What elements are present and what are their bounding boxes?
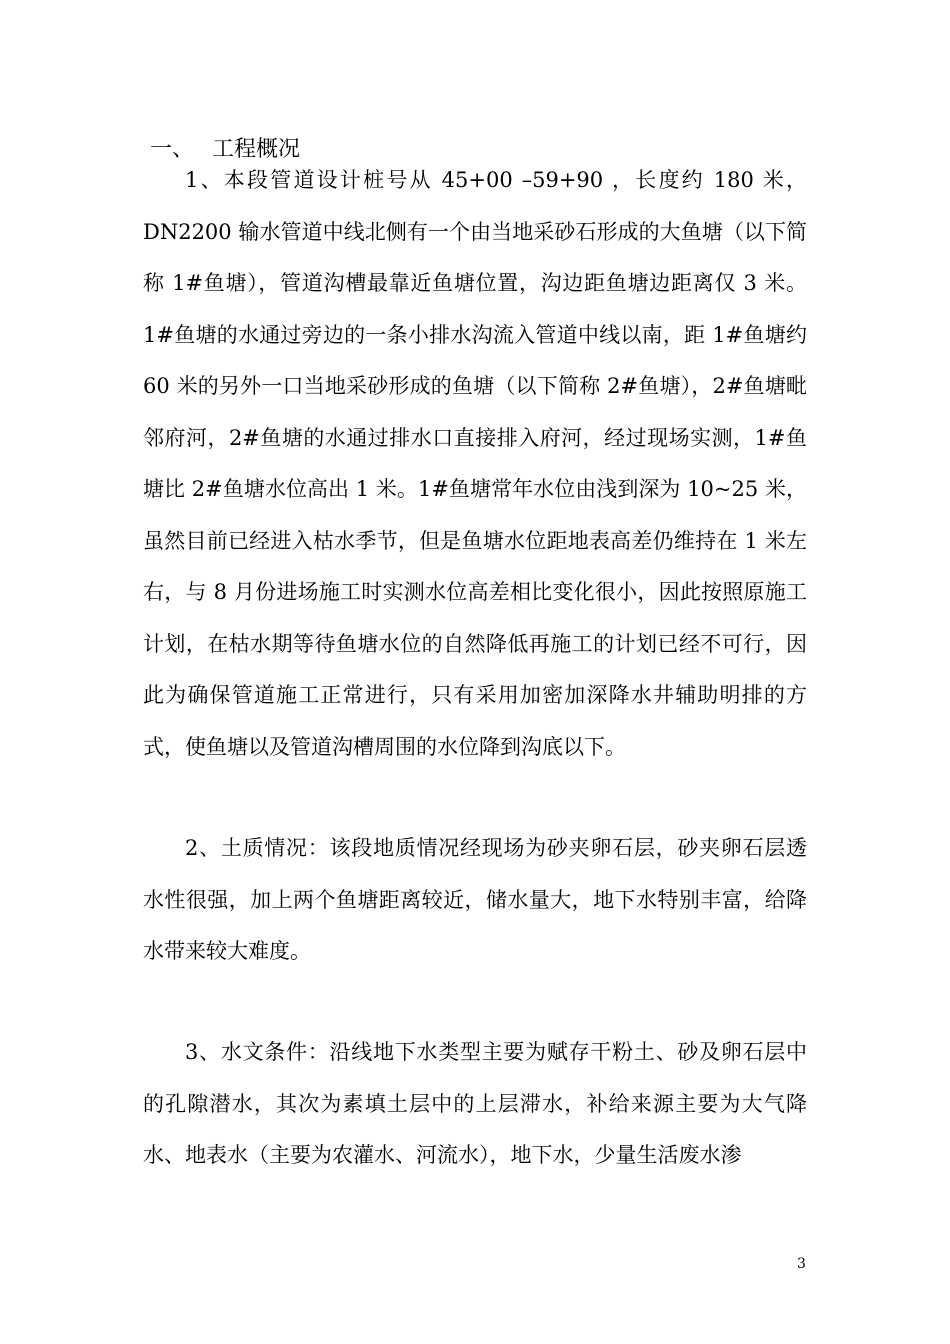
section-number: 一、 xyxy=(150,137,195,162)
paragraph-soil-conditions: 2、土质情况：该段地质情况经现场为砂夹卵石层，砂夹卵石层透水性很强，加上两个鱼塘距离较近，储水量大，地下水特别丰富，给降水带来较大难度。 xyxy=(143,836,807,963)
section-title: 工程概况 xyxy=(212,137,301,162)
paragraph-project-overview: 1、本段管道设计桩号从 45+00 –59+90 ，长度约 180 米，DN2200 输水管道中线北侧有一个由当地采砂石形成的大鱼塘（以下简称 1#鱼塘），管道沟槽最靠近鱼塘位置，沟边距鱼塘边距离仅 3 米。1#鱼塘的水通过旁边的一条小排水沟流入管道中线以南，距 1#鱼塘约 60 米的另外一口当地采砂形成的鱼塘（以下简称 2#鱼塘），2#鱼塘毗邻府河，2#鱼塘的水通过排水口直接排入府河，经过现场实测，1#鱼塘比 2#鱼塘水位高出 1 米。1#鱼塘常年水位由浅到深为 10~25 米，虽然目前已经进入枯水季节，但是鱼塘水位距地表高差仍维持在 1 米左右，与 8 月份进场施工时实测水位高差相比变化很小，因此按照原施工计划，在枯水期等待鱼塘水位的自然降低再施工的计划已经不可行，因此为确保管道施工正常进行，只有采用加密加深降水井辅助明排的方式，使鱼塘以及管道沟槽周围的水位降到沟底以下。 xyxy=(143,168,807,759)
paragraph-hydrology: 3、水文条件：沿线地下水类型主要为赋存干粉土、砂及卵石层中的孔隙潜水，其次为素填土层中的上层滞水，补给来源主要为大气降水、地表水（主要为农灌水、河流水），地下水，少量生活废水渗 xyxy=(143,1040,807,1167)
page-number: 3 xyxy=(797,1256,806,1272)
